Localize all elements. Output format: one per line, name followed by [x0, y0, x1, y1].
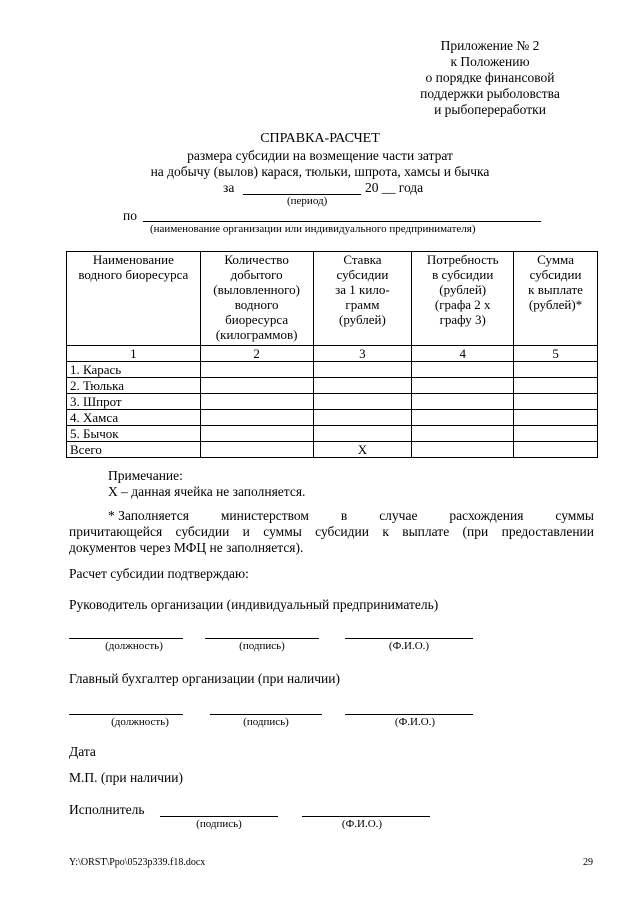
table-cell — [514, 410, 598, 426]
table-cell — [514, 394, 598, 410]
table-cell — [313, 394, 412, 410]
appendix-block — [400, 38, 580, 118]
appendix-line: поддержки рыболовства — [420, 86, 560, 101]
row-label: 5. Бычок — [67, 426, 201, 442]
accountant-title: Главный бухгалтер организации (при наличии) — [69, 671, 340, 686]
column-number: 3 — [313, 346, 412, 362]
table-cell — [412, 362, 514, 378]
table-cell — [514, 442, 598, 458]
signature-hint: (подпись) — [243, 716, 289, 728]
row-label: 1. Карась — [67, 362, 201, 378]
row-label: 4. Хамса — [67, 410, 201, 426]
row-label: Всего — [67, 442, 201, 458]
file-path: Y:\ORST\Ppo\0523p339.f18.docx — [69, 857, 206, 868]
period-hint: (период) — [287, 195, 328, 207]
executor-label: Исполнитель — [69, 802, 145, 817]
signature-line — [345, 638, 473, 639]
appendix-line: Приложение № 2 — [440, 38, 540, 53]
column-number: 2 — [200, 346, 313, 362]
confirm-text: Расчет субсидии подтверждаю: — [69, 566, 249, 581]
org-prefix: по — [123, 208, 137, 223]
signature-line — [302, 816, 430, 817]
appendix-line: и рыбопереработки — [434, 102, 546, 117]
subtitle-line: размера субсидии на возмещение части затрат — [187, 148, 453, 163]
table-cell — [412, 394, 514, 410]
table-cell — [514, 362, 598, 378]
fio-hint: (Ф.И.О.) — [388, 640, 430, 652]
row-label: 3. Шпрот — [67, 394, 201, 410]
table-cell: X — [313, 442, 412, 458]
position-hint: (должность) — [111, 716, 169, 728]
table-row — [67, 362, 598, 378]
appendix-line: к Положению — [450, 54, 530, 69]
signature-hint: (подпись) — [196, 818, 242, 830]
footnote-line: документов через МФЦ не заполняется). — [69, 540, 304, 555]
table-cell — [200, 362, 313, 378]
table-row — [67, 410, 598, 426]
table-header-row — [67, 252, 598, 346]
column-number-row — [67, 346, 598, 362]
table-cell — [412, 442, 514, 458]
table-cell — [313, 362, 412, 378]
column-number: 1 — [67, 346, 201, 362]
table-total-row — [67, 442, 598, 458]
table-cell — [412, 378, 514, 394]
note-x: X – данная ячейка не заполняется. — [108, 484, 306, 499]
signature-line — [205, 638, 319, 639]
date-label: Дата — [69, 744, 96, 759]
table-cell — [313, 426, 412, 442]
header-cell-resource: Наименование водного биоресурса — [67, 252, 201, 346]
header-cell-quantity: Количество добытого (выловленного) водного биоресурса (килограммов) — [200, 252, 313, 346]
appendix-line: о порядке финансовой — [425, 70, 555, 85]
signature-line — [69, 638, 183, 639]
signature-line — [345, 714, 473, 715]
stamp-label: М.П. (при наличии) — [69, 770, 183, 785]
table-row — [67, 426, 598, 442]
table-cell — [514, 426, 598, 442]
fio-hint: (Ф.И.О.) — [341, 818, 383, 830]
table-cell — [514, 378, 598, 394]
table-row — [67, 378, 598, 394]
head-title: Руководитель организации (индивидуальный предприниматель) — [69, 597, 439, 612]
org-hint: (наименование организации или индивидуального предпринимателя) — [150, 223, 476, 235]
subtitle-line: на добычу (вылов) карася, тюльки, шпрота, хамсы и бычка — [150, 164, 490, 179]
row-label: 2. Тюлька — [67, 378, 201, 394]
page-number: 29 — [583, 857, 593, 868]
header-cell-rate: Ставка субсидии за 1 кило- грамм (рублей) — [313, 252, 412, 346]
table-cell — [313, 410, 412, 426]
table-cell — [200, 426, 313, 442]
table-row — [67, 394, 598, 410]
signature-line — [160, 816, 278, 817]
note-label: Примечание: — [108, 468, 183, 483]
table-cell — [200, 410, 313, 426]
subsidy-table — [66, 251, 598, 458]
header-cell-need: Потребность в субсидии (рублей) (графа 2 x графу 3) — [412, 252, 514, 346]
document-title: СПРАВКА-РАСЧЕТ — [260, 131, 380, 146]
table-cell — [313, 378, 412, 394]
table-cell — [200, 378, 313, 394]
signature-hint: (подпись) — [239, 640, 285, 652]
signature-line — [69, 714, 183, 715]
fio-hint: (Ф.И.О.) — [394, 716, 436, 728]
footnote-line: причитающейся субсидии и суммы субсидии к выплате (при предоставлении — [69, 524, 594, 539]
footnote-line: * Заполняется министерством в случае расхождения суммы — [108, 508, 594, 523]
header-cell-payout: Сумма субсидии к выплате (рублей)* — [514, 252, 598, 346]
table-cell — [412, 426, 514, 442]
table-cell — [200, 394, 313, 410]
table-cell — [412, 410, 514, 426]
column-number: 4 — [412, 346, 514, 362]
table-cell — [200, 442, 313, 458]
column-number: 5 — [514, 346, 598, 362]
period-prefix: за — [223, 180, 235, 195]
org-line — [143, 221, 541, 222]
position-hint: (должность) — [105, 640, 163, 652]
period-year: 20 __ года — [365, 180, 424, 195]
signature-line — [210, 714, 322, 715]
